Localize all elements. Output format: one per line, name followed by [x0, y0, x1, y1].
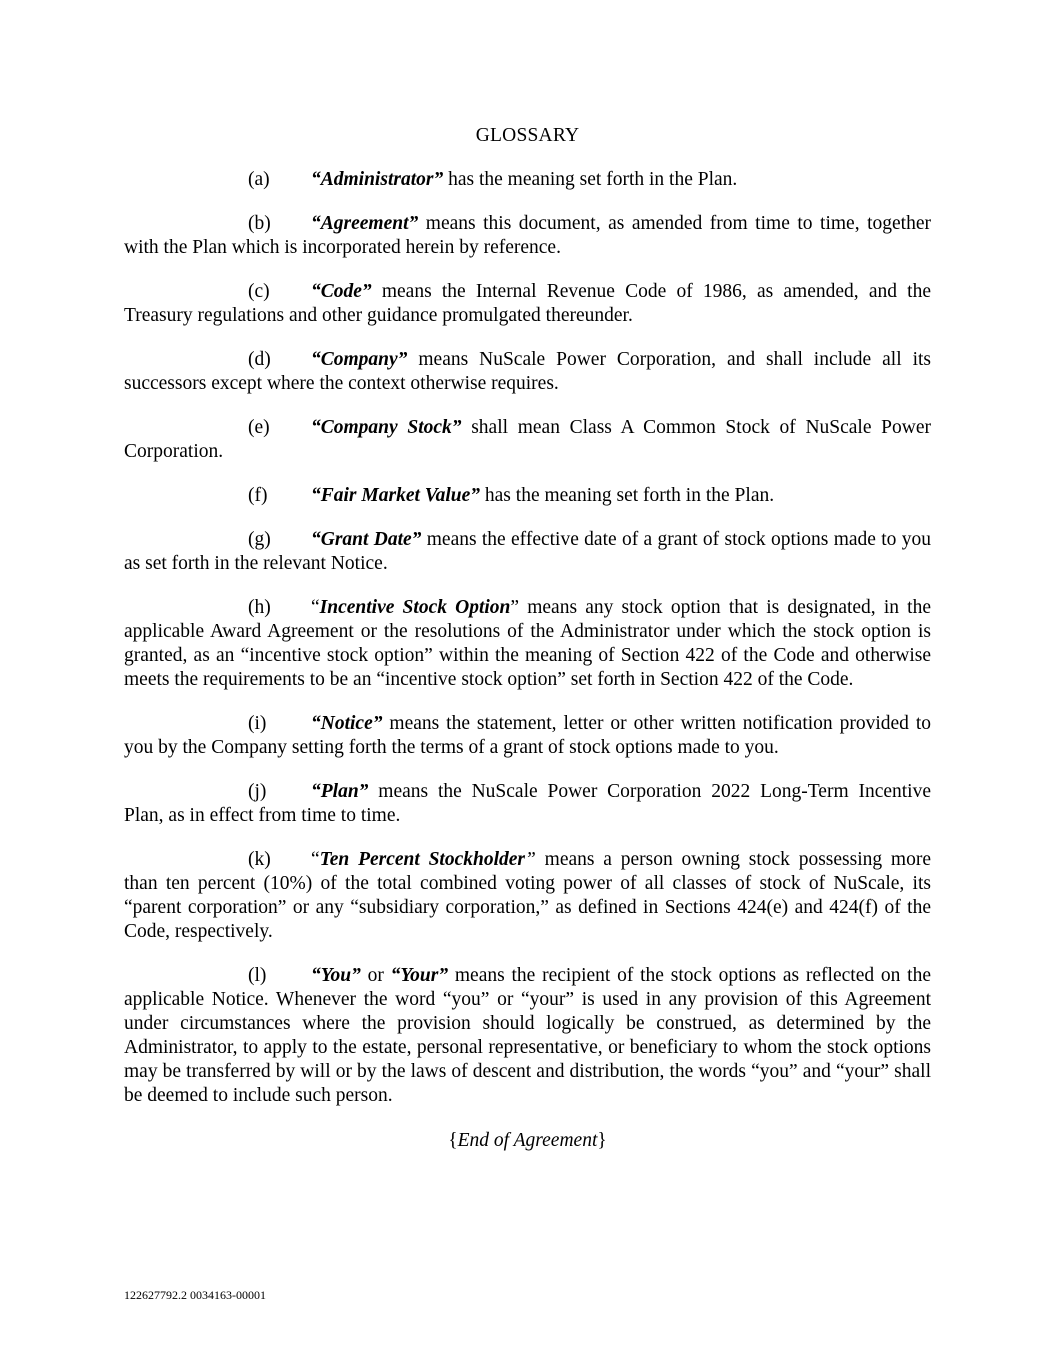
entry-letter: (j)	[248, 781, 267, 802]
glossary-entry-l	[124, 964, 931, 1108]
entry-letter: (e)	[248, 417, 270, 438]
entry-text: shall mean Class A Common Stock of NuScale Power Corporation.	[124, 417, 932, 462]
glossary-entry-f	[124, 484, 931, 508]
glossary-entry-b	[124, 212, 931, 260]
entry-open-quote: “	[311, 849, 320, 870]
entry-letter: (a)	[248, 169, 270, 190]
entry-close-quote: ”	[525, 849, 536, 870]
end-text: End of Agreement	[457, 1130, 598, 1151]
entry-term: “Notice”	[311, 713, 383, 734]
entry-text: means the effective date of a grant of stock options made to you as set forth in the relevant Notice.	[124, 529, 931, 574]
entry-letter: (l)	[248, 965, 267, 986]
document-page	[124, 124, 931, 1153]
end-open-brace: {	[448, 1130, 458, 1151]
entry-text: has the meaning set forth in the Plan.	[443, 169, 738, 190]
entry-text: means the statement, letter or other written notification provided to you by the Company setting forth the terms of a grant of stock options made to you.	[124, 713, 931, 758]
entry-term: “You”	[311, 965, 361, 986]
entry-term: “Fair Market Value”	[311, 485, 481, 506]
entry-letter: (c)	[248, 281, 270, 302]
entry-text: means any stock option that is designated, in the applicable Award Agreement or the resolutions of the Administrator under which the stock option is granted, as an “incentive stock option” within the meaning of Section 422 of the Code and otherwise meets the requirements to be an “incentive stock option” set forth in Section 422 of the Code.	[124, 597, 931, 690]
entry-connector: or	[360, 965, 391, 986]
entry-text: means the NuScale Power Corporation 2022 Long-Term Incentive Plan, as in effect from time to time.	[124, 781, 931, 826]
document-footer-id: 122627792.2 0034163-00001	[124, 1288, 266, 1302]
glossary-entry-c	[124, 280, 931, 328]
entry-term-2: “Your”	[390, 965, 449, 986]
entry-text: means NuScale Power Corporation, and shall include all its successors except where the context otherwise requires.	[124, 349, 931, 394]
entry-text: has the meaning set forth in the Plan.	[480, 485, 775, 506]
entry-term: “Company”	[311, 349, 408, 370]
entry-text: means the Internal Revenue Code of 1986, as amended, and the Treasury regulations and other guidance promulgated thereunder.	[124, 281, 931, 326]
entry-term: Incentive Stock Option	[319, 597, 511, 618]
glossary-entry-j	[124, 780, 931, 828]
entry-term: “Plan”	[311, 781, 369, 802]
entry-letter: (k)	[248, 849, 271, 870]
entry-letter: (h)	[248, 597, 271, 618]
entry-term: “Agreement”	[311, 213, 419, 234]
entry-term: “Company Stock”	[311, 417, 462, 438]
entry-term: Ten Percent Stockholder	[319, 849, 526, 870]
entry-close-quote: ”	[510, 597, 520, 618]
entry-letter: (g)	[248, 529, 271, 550]
entry-open-quote: “	[311, 597, 320, 618]
glossary-entry-k	[124, 848, 931, 944]
entry-letter: (b)	[248, 213, 271, 234]
entry-text: means a person owning stock possessing more than ten percent (10%) of the total combined voting power of all classes of stock of NuScale, its “parent corporation” or any “subsidiary corporation,” as defined in Sections 424(e) and 424(f) of the Code, respectively.	[124, 849, 931, 942]
glossary-entry-h	[124, 596, 931, 692]
entry-term: “Administrator”	[311, 169, 444, 190]
end-of-agreement	[124, 1129, 931, 1153]
entry-term: “Grant Date”	[311, 529, 422, 550]
entry-letter: (f)	[248, 485, 268, 506]
entry-text: means this document, as amended from time to time, together with the Plan which is incorporated herein by reference.	[124, 213, 931, 258]
glossary-entry-i	[124, 712, 931, 760]
glossary-title: GLOSSARY	[475, 125, 580, 146]
glossary-entry-a	[124, 168, 931, 192]
glossary-entry-d	[124, 348, 931, 396]
entry-letter: (i)	[248, 713, 267, 734]
entry-term: “Code”	[311, 281, 372, 302]
entry-text: means the recipient of the stock options as reflected on the applicable Notice. Whenever the word “you” or “your” is used in any provision of this Agreement under circumstances where the provision should logically be construed, as determined by the Administrator, to apply to the estate, personal representative, or beneficiary to whom the stock options may be transferred by will or by the laws of descent and distribution, the words “you” and “your” shall be deemed to include such person.	[124, 965, 931, 1106]
end-close-brace: }	[597, 1130, 607, 1151]
glossary-entry-e	[124, 416, 931, 464]
glossary-entry-g	[124, 528, 931, 576]
entry-letter: (d)	[248, 349, 271, 370]
